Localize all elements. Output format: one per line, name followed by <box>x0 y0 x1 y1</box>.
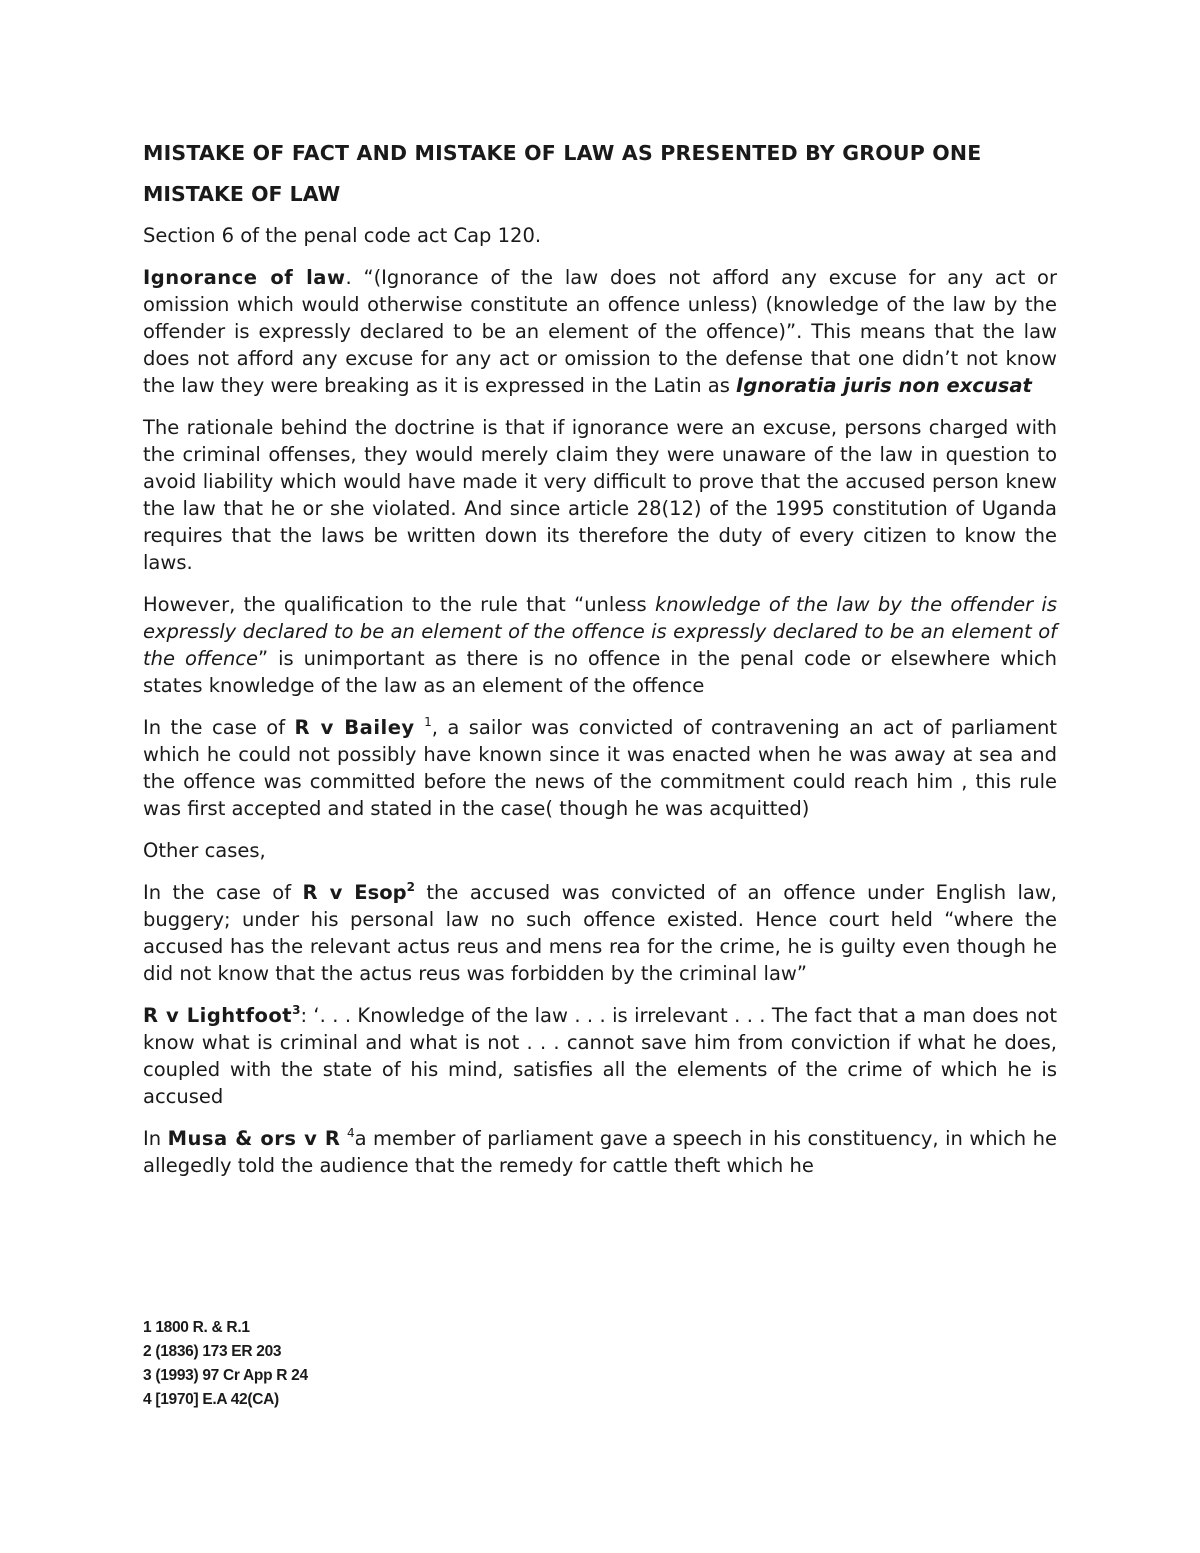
case-name-lightfoot: R v Lightfoot <box>143 1004 293 1027</box>
musa-pre: In <box>143 1127 168 1150</box>
esop-post: the accused was convicted of an offence under English law, buggery; under his personal law no such offence existed. Hence court held “where the accused has the relevant actus reus and mens rea for the crime, he is guilty even though he did not know that the actus reus was forbidden by the criminal law” <box>143 881 1058 985</box>
paragraph-esop <box>143 879 1057 987</box>
footnote-ref-3: 3 <box>292 1003 301 1017</box>
paragraph-rationale: The rationale behind the doctrine is that if ignorance were an excuse, persons charged with the criminal offenses, they would merely claim they were unaware of the law in question to avoid liability which would have made it very difficult to prove that the accused person knew the law that he or she violated. And since article 28(12) of the 1995 constitution of Uganda requires that the laws be written down its therefore the duty of every citizen to know the laws. <box>143 416 1057 574</box>
footnote-2: 2 (1836) 173 ER 203 <box>143 1343 282 1360</box>
footnote-ref-1: 1 <box>424 715 432 729</box>
case-name-esop: R v Esop <box>302 881 407 904</box>
paragraph-however <box>143 591 1057 699</box>
bailey-pre: In the case of <box>143 716 295 739</box>
footnote-3: 3 (1993) 97 Cr App R 24 <box>143 1367 308 1384</box>
esop-pre: In the case of <box>143 881 303 904</box>
ignorance-text: . “(Ignorance of the law does not afford any excuse for any act or omission which would otherwise constitute an offence unless) (knowledge of the law by the offender is expressly declared to be an element of the offence)”. This means that the law does not afford any excuse for any act or omission to the defense that one didn’t not know the law they were breaking as it is expressed in the Latin as <box>143 266 1057 397</box>
section-heading: MISTAKE OF LAW <box>143 182 341 206</box>
however-post: ” is unimportant as there is no offence in the penal code or elsewhere which states knowledge of the law as an element of the offence <box>143 647 1058 697</box>
footnote-ref-2: 2 <box>406 880 415 894</box>
however-italic: knowledge of the law by the offender is expressly declared to be an element of the offence is expressly declared to be an element of the offence <box>143 593 1057 670</box>
other-cases-label: Other cases, <box>143 839 266 862</box>
footnote-4: 4 [1970] E.A 42(CA) <box>143 1391 279 1408</box>
case-name-musa: Musa & ors v R <box>167 1127 341 1150</box>
however-pre: However, the qualification to the rule that “unless <box>143 593 655 616</box>
document-body <box>143 140 1057 1194</box>
musa-post: a member of parliament gave a speech in his constituency, in which he allegedly told the audience that the remedy for cattle theft which he <box>143 1127 1058 1177</box>
footnotes <box>143 1316 308 1412</box>
footnote-1: 1 1800 R. & R.1 <box>143 1319 250 1336</box>
term-ignorance-of-law: Ignorance of law <box>143 266 346 289</box>
paragraph-musa <box>143 1125 1057 1179</box>
paragraph-lightfoot <box>143 1002 1057 1110</box>
paragraph-bailey <box>143 714 1057 822</box>
lightfoot-post: : ‘. . . Knowledge of the law . . . is irrelevant . . . The fact that a man does not know what is criminal and what is not . . . cannot save him from conviction if what he does, coupled with the state of his mind, satisfies all the elements of the crime of which he is accused <box>143 1004 1058 1108</box>
bailey-post: , a sailor was convicted of contravening an act of parliament which he could not possibly have known since it was enacted when he was away at sea and the offence was committed before the news of the commitment could reach him , this rule was first accepted and stated in the case( though he was acquitted) <box>143 716 1057 820</box>
latin-maxim: Ignoratia juris non excusat <box>736 374 1032 397</box>
document-title: MISTAKE OF FACT AND MISTAKE OF LAW AS PRESENTED BY GROUP ONE <box>143 141 982 165</box>
footnote-ref-4: 4 <box>346 1126 355 1140</box>
case-name-bailey: R v Bailey <box>294 716 415 739</box>
paragraph-ignorance <box>143 264 1057 399</box>
section-reference: Section 6 of the penal code act Cap 120. <box>143 224 542 247</box>
